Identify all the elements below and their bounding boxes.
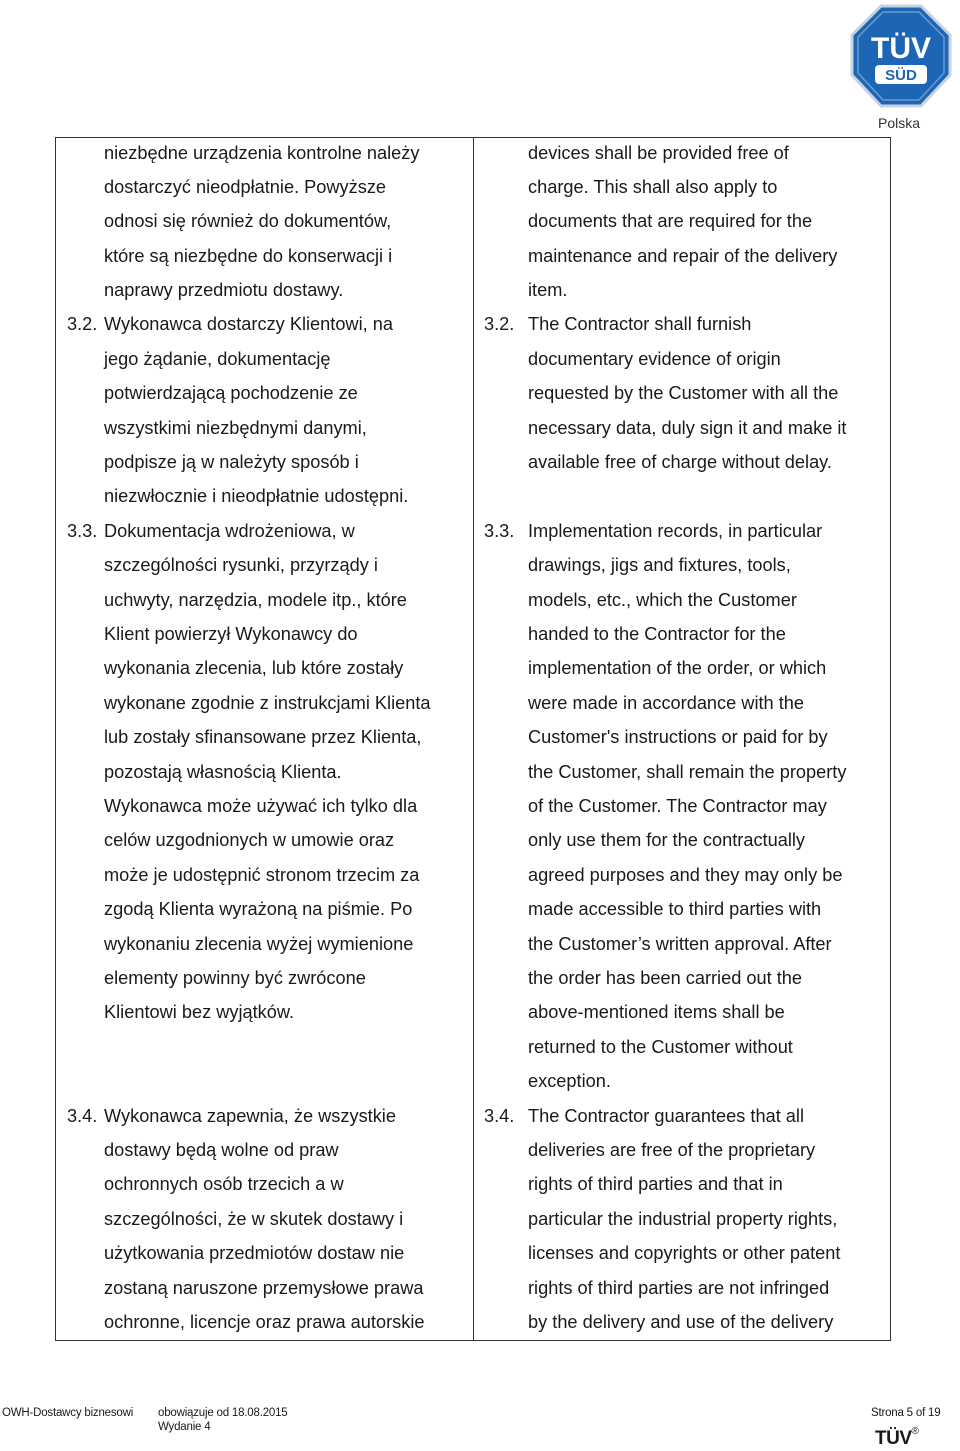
text-line: only use them for the contractually	[528, 830, 805, 850]
text-line: Wykonawca zapewnia, że wszystkie	[104, 1106, 396, 1126]
section-number: 3.4.	[67, 1106, 98, 1126]
text-line: the order has been carried out the	[528, 968, 803, 988]
text-line: licenses and copyrights or other patent	[528, 1243, 841, 1263]
text-line: The Contractor guarantees that all	[528, 1106, 805, 1126]
text-line: rights of third parties and that in	[528, 1174, 783, 1194]
section-number: 3.3.	[484, 521, 515, 541]
text-line: charge. This shall also apply to	[528, 177, 778, 197]
text-line: Implementation records, in particular	[528, 521, 823, 541]
text-line: szczególności, że w skutek dostawy i	[104, 1209, 404, 1229]
text-line: maintenance and repair of the delivery	[528, 246, 838, 266]
text-line: użytkowania przedmiotów dostaw nie	[104, 1243, 405, 1263]
text-line: Klientowi bez wyjątków.	[104, 1002, 295, 1022]
text-line: agreed purposes and they may only be	[528, 865, 843, 885]
text-line: zgodą Klienta wyrażoną na piśmie. Po	[104, 899, 413, 919]
text-line: Wykonawca może używać ich tylko dla	[104, 796, 418, 816]
text-line: were made in accordance with the	[528, 693, 804, 713]
text-line: particular the industrial property rights,	[528, 1209, 838, 1229]
text-line: niezwłocznie i nieodpłatnie udostępni.	[104, 486, 409, 506]
section-number: 3.2.	[67, 314, 98, 334]
text-line: zostaną naruszone przemysłowe prawa	[104, 1278, 424, 1298]
text-line: handed to the Contractor for the	[528, 624, 786, 644]
text-line: The Contractor shall furnish	[528, 314, 752, 334]
footer-valid-from: obowiązuje od 18.08.2015	[158, 1407, 288, 1419]
text-line: ochronne, licencje oraz prawa autorskie	[104, 1312, 425, 1332]
text-line: dostawy będą wolne od praw	[104, 1140, 339, 1160]
footer-logo-text: TÜV	[875, 1428, 912, 1449]
text-line: drawings, jigs and fixtures, tools,	[528, 555, 791, 575]
text-line: Dokumentacja wdrożeniowa, w	[104, 521, 355, 541]
tuv-sud-logo	[848, 2, 954, 110]
text-line: the Customer, shall remain the property	[528, 762, 847, 782]
text-line: jego żądanie, dokumentację	[104, 349, 331, 369]
text-line: lub zostały sfinansowane przez Klienta,	[104, 727, 422, 747]
text-line: deliveries are free of the proprietary	[528, 1140, 816, 1160]
text-line: które są niezbędne do konserwacji i	[104, 246, 393, 266]
section-number: 3.4.	[484, 1106, 515, 1126]
text-line: returned to the Customer without	[528, 1037, 793, 1057]
text-line: available free of charge without delay.	[528, 452, 832, 472]
footer-page-number: Strona 5 of 19	[871, 1407, 941, 1419]
text-line: wszystkimi niezbędnymi danymi,	[104, 418, 367, 438]
text-line: potwierdzającą pochodzenie ze	[104, 383, 358, 403]
text-line: the Customer’s written approval. After	[528, 934, 832, 954]
logo-text: TÜV	[871, 32, 931, 65]
section-number: 3.3.	[67, 521, 98, 541]
text-line: celów uzgodnionych w umowie oraz	[104, 830, 395, 850]
text-line: requested by the Customer with all the	[528, 383, 839, 403]
text-line: może je udostępnić stronom trzecim za	[104, 865, 420, 885]
text-line: made accessible to third parties with	[528, 899, 822, 919]
text-line: odnosi się również do dokumentów,	[104, 211, 392, 231]
text-line: Customer's instructions or paid for by	[528, 727, 828, 747]
content-table	[55, 137, 891, 1341]
text-line: rights of third parties are not infringed	[528, 1278, 830, 1298]
text-line: documentary evidence of origin	[528, 349, 781, 369]
text-line: ochronnych osób trzecich a w	[104, 1174, 344, 1194]
text-line: wykonaniu zlecenia wyżej wymienione	[104, 934, 414, 954]
text-line: Wykonawca dostarczy Klientowi, na	[104, 314, 393, 334]
logo-sub-text: SÜD	[885, 67, 917, 84]
text-line: elementy powinny być zwrócone	[104, 968, 366, 988]
text-line: documents that are required for the	[528, 211, 813, 231]
text-line: wykonane zgodnie z instrukcjami Klienta	[104, 693, 431, 713]
text-line: implementation of the order, or which	[528, 658, 827, 678]
text-line: dostarczyć nieodpłatnie. Powyższe	[104, 177, 387, 197]
footer-tuv-logo	[875, 1425, 919, 1450]
text-line: models, etc., which the Customer	[528, 590, 797, 610]
text-line: podpisze ją w należyty sposób i	[104, 452, 359, 472]
text-line: item.	[528, 280, 568, 300]
registered-mark: ®	[911, 1425, 919, 1437]
column-divider	[473, 138, 474, 1340]
text-line: exception.	[528, 1071, 611, 1091]
text-line: naprawy przedmiotu dostawy.	[104, 280, 344, 300]
region-label: Polska	[878, 115, 921, 131]
footer-edition: Wydanie 4	[158, 1421, 211, 1433]
text-line: uchwyty, narzędzia, modele itp., które	[104, 590, 407, 610]
text-line: niezbędne urządzenia kontrolne należy	[104, 143, 420, 163]
text-line: Klient powierzył Wykonawcy do	[104, 624, 358, 644]
footer-doc-name: OWH-Dostawcy biznesowi	[2, 1407, 134, 1419]
text-line: necessary data, duly sign it and make it	[528, 418, 847, 438]
text-line: of the Customer. The Contractor may	[528, 796, 827, 816]
section-number: 3.2.	[484, 314, 515, 334]
text-line: by the delivery and use of the delivery	[528, 1312, 834, 1332]
text-line: pozostają własnością Klienta.	[104, 762, 342, 782]
text-line: szczególności rysunki, przyrządy i	[104, 555, 378, 575]
text-line: wykonania zlecenia, lub które zostały	[104, 658, 404, 678]
text-line: devices shall be provided free of	[528, 143, 789, 163]
text-line: above-mentioned items shall be	[528, 1002, 785, 1022]
